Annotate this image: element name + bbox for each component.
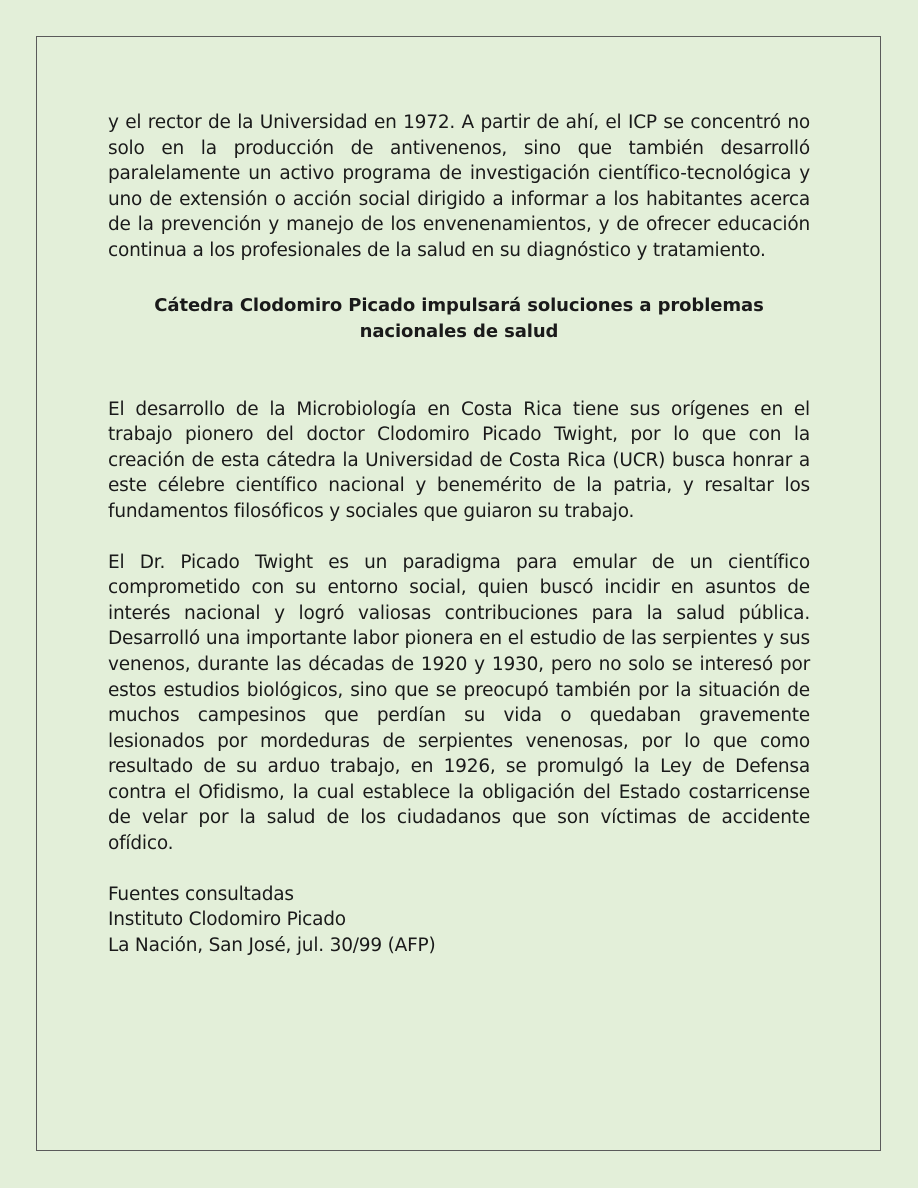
- paragraph-microbiology-origins: El desarrollo de la Microbiología en Costa Rica tiene sus orígenes en el trabajo pionero del doctor Clodomiro Picado Twight, por lo que con la creación de esta cátedra la Universidad de Costa Rica (UCR) busca honrar a este célebre científico nacional y benemérito de la patria, y resaltar los fundamentos filosóficos y sociales que guiaron su trabajo.: [108, 398, 810, 522]
- source-item: La Nación, San José, jul. 30/99 (AFP): [108, 934, 436, 956]
- source-item: Instituto Clodomiro Picado: [108, 909, 346, 931]
- section-heading: [108, 293, 810, 345]
- sources-list: [108, 882, 810, 959]
- sources-heading: Fuentes consultadas: [108, 883, 294, 905]
- heading-line-2: nacionales de salud: [359, 320, 559, 342]
- document-body: [108, 110, 810, 958]
- paragraph-picado-twight: El Dr. Picado Twight es un paradigma para emular de un científico comprometido con su entorno social, quien buscó incidir en asuntos de interés nacional y logró valiosas contribuciones para la salud pública. Desarrolló una importante labor pionera en el estudio de las serpientes y sus venenos, durante las décadas de 1920 y 1930, pero no solo se interesó por estos estudios biológicos, sino que se preocupó también por la situación de muchos campesinos que perdían su vida o quedaban gravemente lesionados por mordeduras de serpientes venenosas, por lo que como resultado de su arduo trabajo, en 1926, se promulgó la Ley de Defensa contra el Ofidismo, la cual establece la obligación del Estado costarricense de velar por la salud de los ciudadanos que son víctimas de accidente ofídico.: [108, 551, 810, 855]
- heading-line-1: Cátedra Clodomiro Picado impulsará soluciones a problemas: [154, 294, 764, 316]
- paragraph-icp-history: y el rector de la Universidad en 1972. A partir de ahí, el ICP se concentró no solo en la producción de antivenenos, sino que también desarrolló paralelamente un activo programa de investigación científico-tecnológica y uno de extensión o acción social dirigido a informar a los habitantes acerca de la prevención y manejo de los envenenamientos, y de ofrecer educación continua a los profesionales de la salud en su diagnóstico y tratamiento.: [108, 112, 810, 261]
